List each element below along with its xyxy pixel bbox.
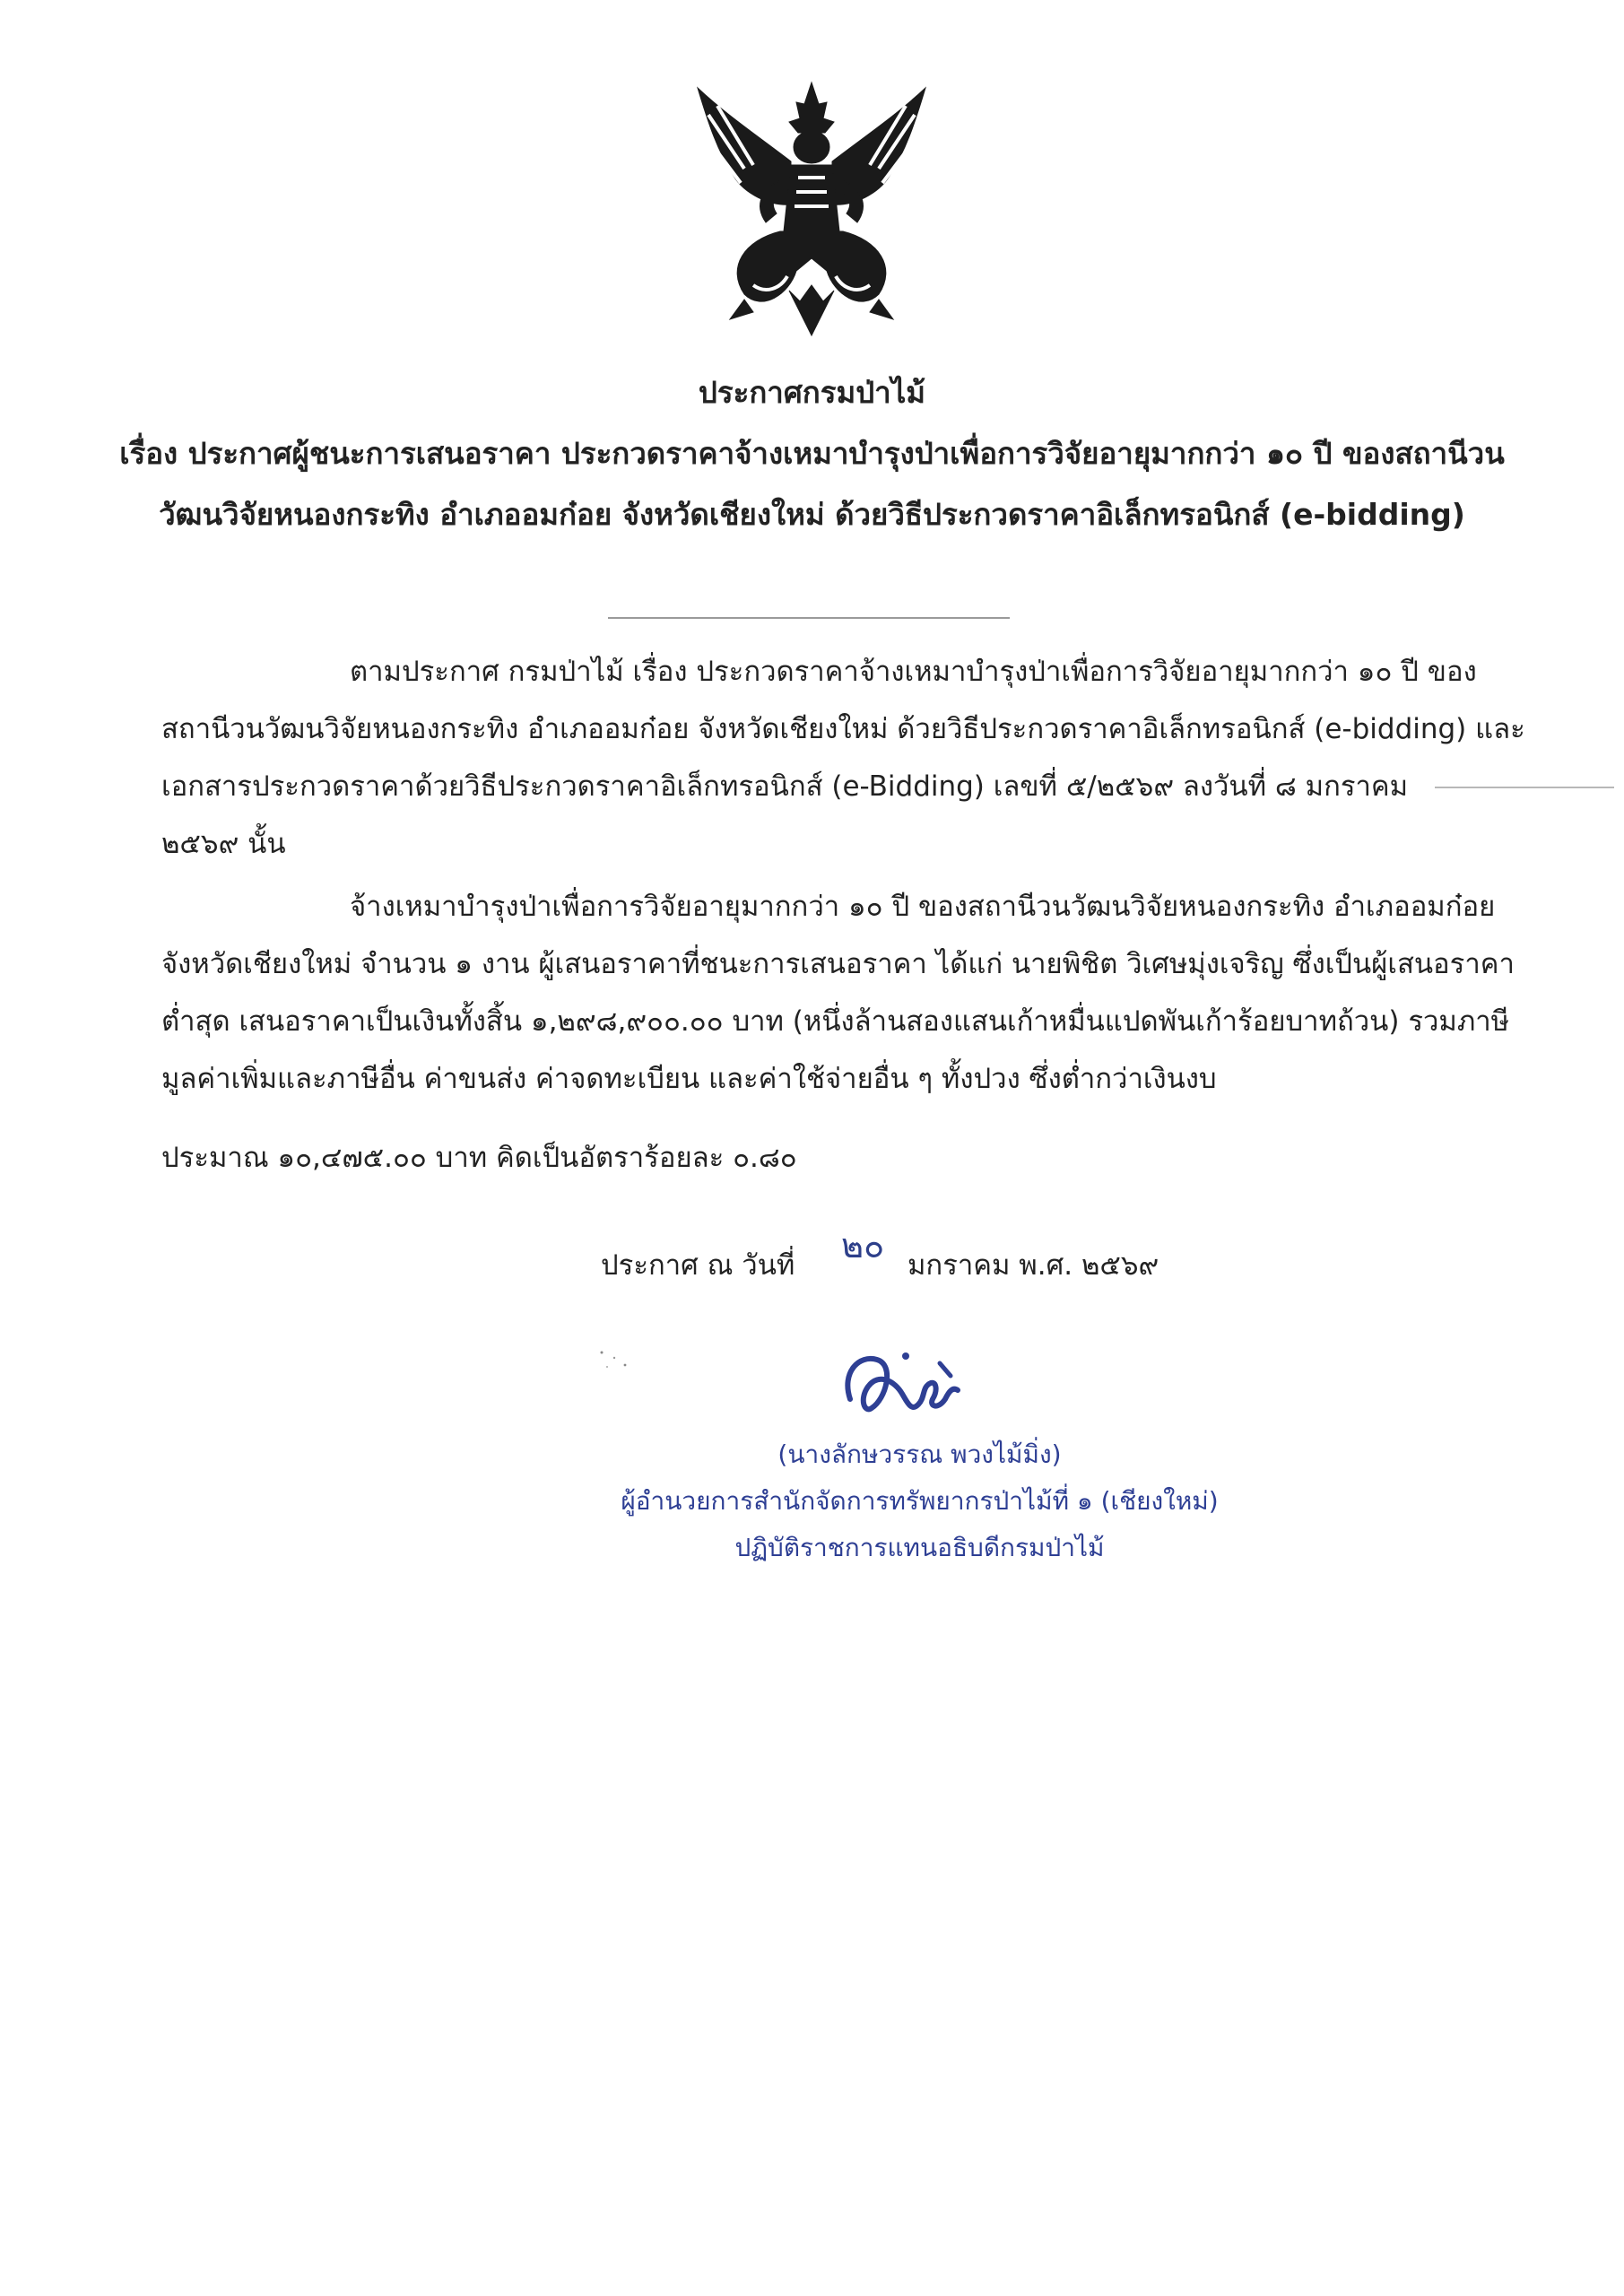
signatory-name: (นางลักษวรรณ พวงไม้มิ่ง) <box>777 1439 1062 1469</box>
signatory-acting-role: ปฏิบัติราชการแทนอธิบดีกรมป่าไม้ <box>734 1533 1105 1562</box>
garuda-seal-icon <box>690 79 933 339</box>
paragraph-2-line-4: มูลค่าเพิ่มและภาษีอื่น ค่าขนส่ง ค่าจดทะเบียน และค่าใช้จ่ายอื่น ๆ ทั้งปวง ซึ่งต่ำกว่าเงินงบ <box>161 1063 1217 1095</box>
subject-line-2: วัฒนวิจัยหนองกระทิง อำเภออมก๋อย จังหวัดเชียงใหม่ ด้วยวิธีประกวดราคาอิเล็กทรอนิกส์ (e-bidding) <box>159 497 1465 532</box>
document-title: ประกาศกรมป่าไม้ <box>698 375 926 410</box>
announcement-month-year: มกราคม พ.ศ. ๒๕๖๙ <box>908 1249 1159 1282</box>
paragraph-1-line-2: สถานีวนวัฒนวิจัยหนองกระทิง อำเภออมก๋อย จังหวัดเชียงใหม่ ด้วยวิธีประกวดราคาอิเล็กทรอนิกส์ (e-bidding) และ <box>161 713 1525 745</box>
signatory-position: ผู้อำนวยการสำนักจัดการทรัพยากรป่าไม้ที่ ๑ (เชียงใหม่) <box>621 1486 1219 1516</box>
paper-crease <box>1435 786 1614 789</box>
paragraph-2-line-1: จ้างเหมาบำรุงป่าเพื่อการวิจัยอายุมากกว่า ๑๐ ปี ของสถานีวนวัฒนวิจัยหนองกระทิง อำเภออมก๋อย <box>350 891 1496 923</box>
handwritten-signature-icon <box>832 1336 976 1435</box>
scan-specks <box>596 1345 632 1372</box>
paragraph-2-line-3: ต่ำสุด เสนอราคาเป็นเงินทั้งสิ้น ๑,๒๙๘,๙๐๐.๐๐ บาท (หนึ่งล้านสองแสนเก้าหมื่นแปดพันเก้าร้อยบาทถ้วน) รวมภาษี <box>161 1005 1510 1038</box>
paragraph-2-line-2: จังหวัดเชียงใหม่ จำนวน ๑ งาน ผู้เสนอราคาที่ชนะการเสนอราคา ได้แก่ นายพิชิต วิเศษมุ่งเจริญ ซึ่งเป็นผู้เสนอราคา <box>161 948 1515 980</box>
title-divider <box>608 617 1010 619</box>
handwritten-day: ๒๐ <box>841 1226 885 1265</box>
paragraph-1-line-4: ๒๕๖๙ นั้น <box>161 828 286 860</box>
subject-line-1: เรื่อง ประกาศผู้ชนะการเสนอราคา ประกวดราคาจ้างเหมาบำรุงป่าเพื่อการวิจัยอายุมากกว่า ๑๐ ปี ของสถานีวน <box>119 436 1505 471</box>
paragraph-1-line-1: ตามประกาศ กรมป่าไม้ เรื่อง ประกวดราคาจ้างเหมาบำรุงป่าเพื่อการวิจัยอายุมากกว่า ๑๐ ปี ของ <box>350 656 1477 688</box>
paragraph-1-line-3: เอกสารประกวดราคาด้วยวิธีประกวดราคาอิเล็กทรอนิกส์ (e-Bidding) เลขที่ ๕/๒๕๖๙ ลงวันที่ ๘ มกราคม <box>161 770 1409 803</box>
paragraph-2-line-5: ประมาณ ๑๐,๔๗๕.๐๐ บาท คิดเป็นอัตราร้อยละ ๐.๘๐ <box>161 1142 797 1174</box>
announcement-date-prefix: ประกาศ ณ วันที่ <box>601 1249 795 1282</box>
